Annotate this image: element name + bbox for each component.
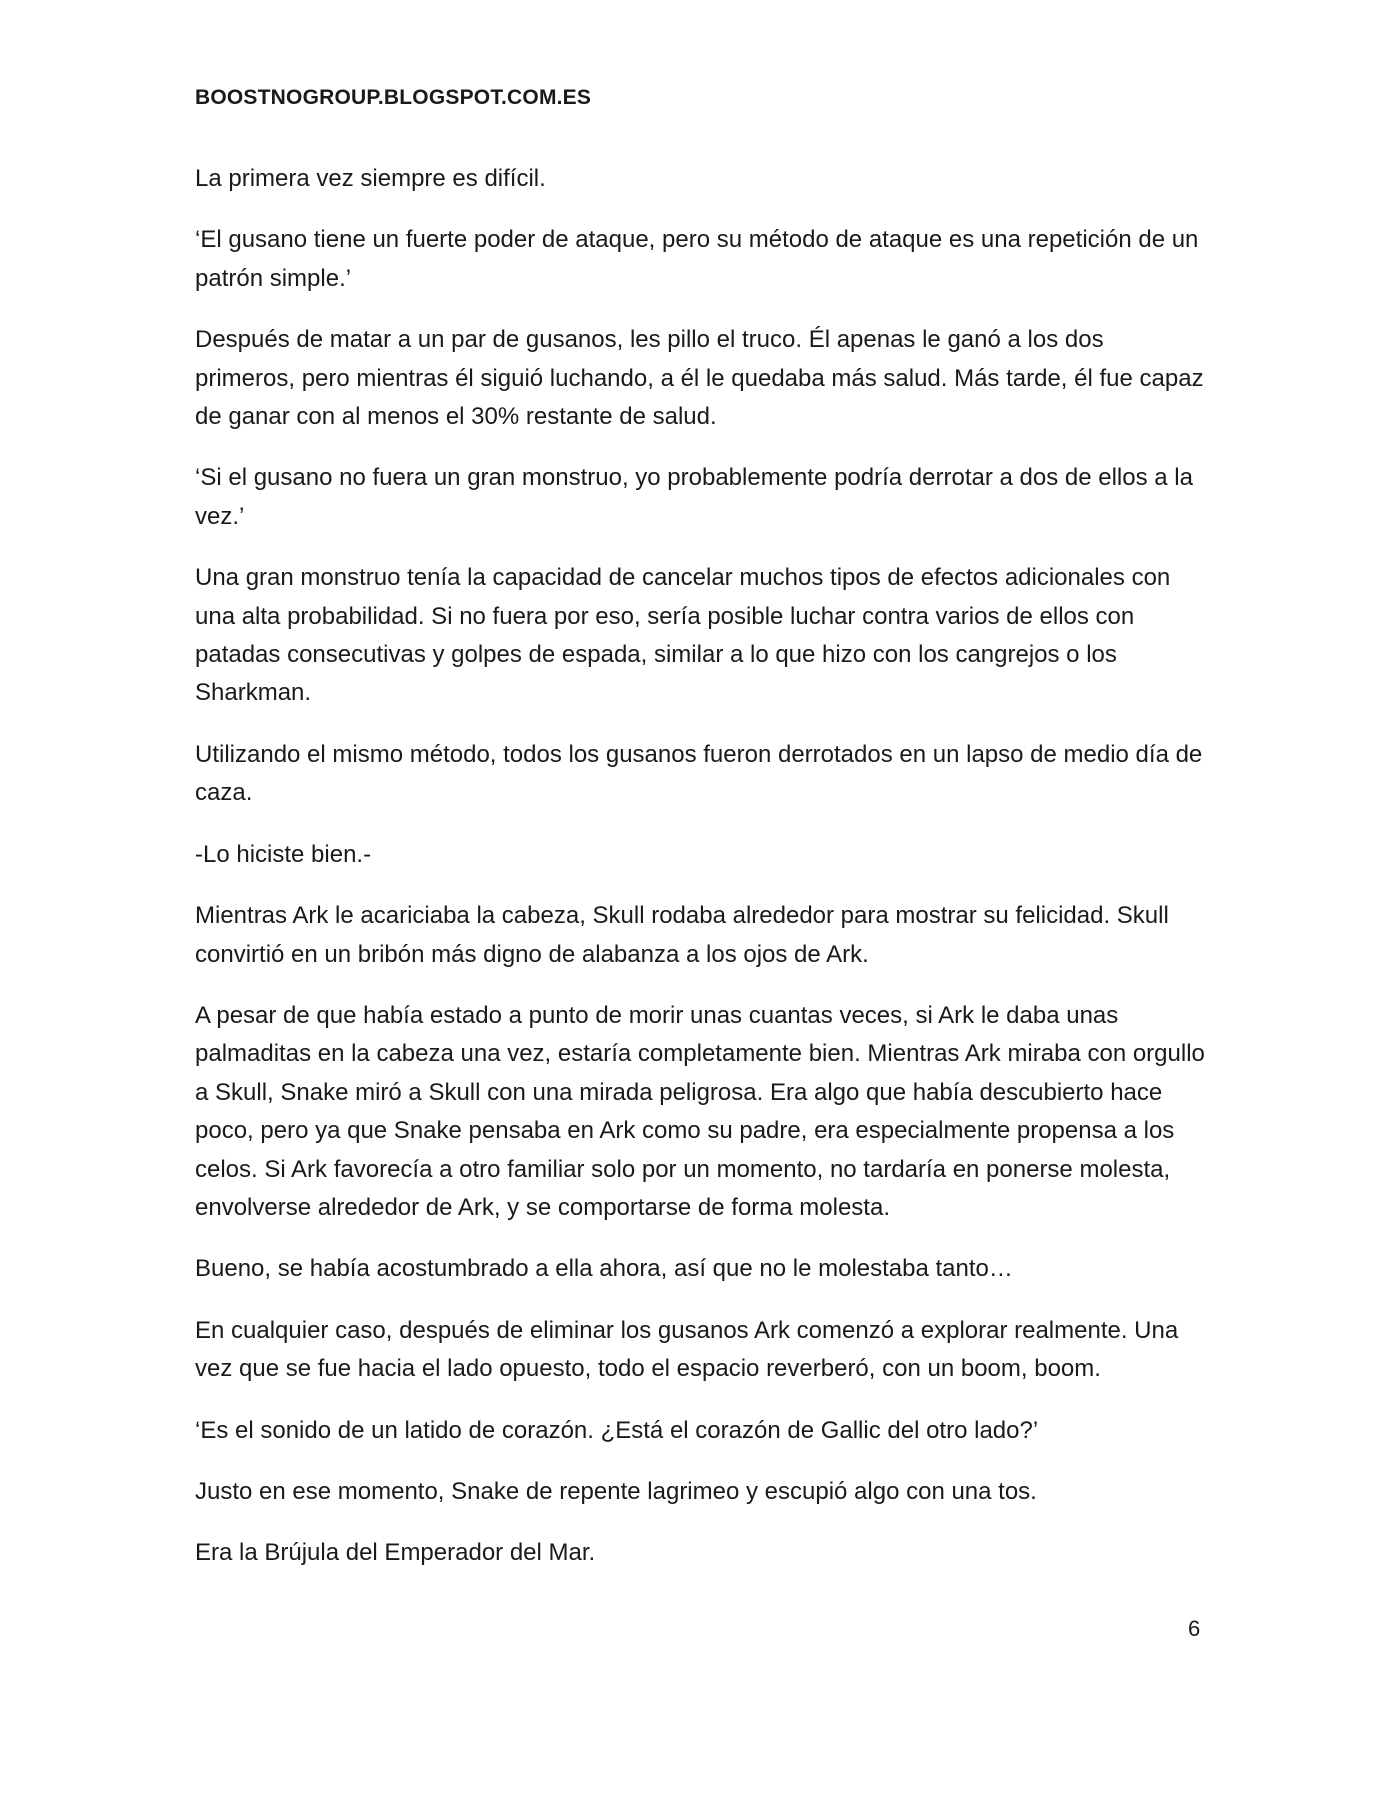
paragraph: ‘El gusano tiene un fuerte poder de ataque, pero su método de ataque es una repetición de un patrón simple.’	[195, 226, 1199, 292]
paragraph: Mientras Ark le acariciaba la cabeza, Skull rodaba alrededor para mostrar su felicidad. Skull convirtió en un bribón más digno de alabanza a los ojos de Ark.	[195, 902, 1169, 968]
body-text	[195, 160, 1205, 1596]
paragraph: Una gran monstruo tenía la capacidad de cancelar muchos tipos de efectos adicionales con una alta probabilidad. Si no fuera por eso, sería posible luchar contra varios de ellos con patadas consecutivas y golpes de espada, similar a lo que hizo con los cangrejos o los Sharkman.	[195, 564, 1171, 707]
paragraph: Después de matar a un par de gusanos, les pillo el truco. Él apenas le ganó a los dos primeros, pero mientras él siguió luchando, a él le quedaba más salud. Más tarde, él fue capaz de ganar con al menos el 30% restante de salud.	[195, 326, 1204, 431]
page-header: BOOSTNOGROUP.BLOGSPOT.COM.ES	[195, 86, 592, 109]
paragraph: Utilizando el mismo método, todos los gusanos fueron derrotados en un lapso de medio día de caza.	[195, 740, 1203, 807]
paragraph: Justo en ese momento, Snake de repente lagrimeo y escupió algo con una tos.	[195, 1477, 1037, 1505]
paragraph: A pesar de que había estado a punto de morir unas cuantas veces, si Ark le daba unas palmaditas en la cabeza una vez, estaría completamente bien. Mientras Ark miraba con orgullo a Skull, Snake miró a Skull con una mirada peligrosa. Era algo que había descubierto hace poco, pero ya que Snake pensaba en Ark como su padre, era especialmente propensa a los celos. Si Ark favorecía a otro familiar solo por un momento, no tardaría en ponerse molesta, envolverse alrededor de Ark, y se comportarse de forma molesta.	[195, 1001, 1205, 1221]
paragraph: La primera vez siempre es difícil.	[195, 165, 546, 192]
page-number: 6	[1188, 1616, 1201, 1641]
paragraph: Era la Brújula del Emperador del Mar.	[195, 1539, 596, 1567]
paragraph: ‘Es el sonido de un latido de corazón. ¿Está el corazón de Gallic del otro lado?’	[195, 1416, 1039, 1444]
paragraph: Bueno, se había acostumbrado a ella ahora, así que no le molestaba tanto…	[195, 1255, 1013, 1283]
paragraph: -Lo hiciste bien.-	[195, 840, 372, 868]
paragraph: En cualquier caso, después de eliminar los gusanos Ark comenzó a explorar realmente. Una vez que se fue hacia el lado opuesto, todo el espacio reverberó, con un boom, boom.	[195, 1316, 1179, 1383]
paragraph: ‘Si el gusano no fuera un gran monstruo, yo probablemente podría derrotar a dos de ellos a la vez.’	[195, 464, 1193, 530]
